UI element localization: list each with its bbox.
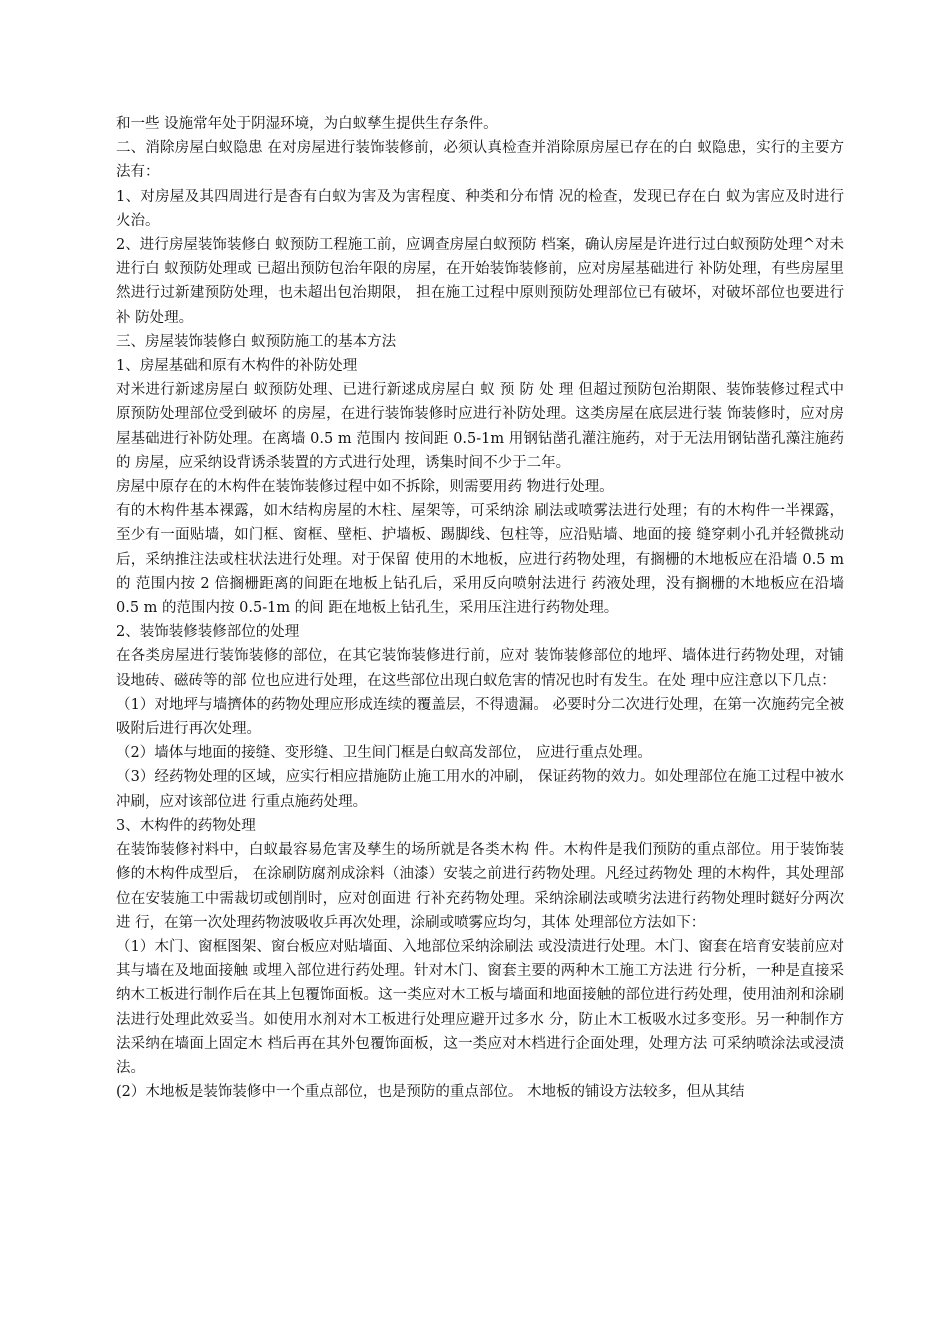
list-item: （2）墙体与地面的接缝、变形缝、卫生间门框是白蚁高发部位， 应进行重点处理。 [116, 745, 652, 762]
paragraph: 有的木构件基本裸露，如木结构房屋的木柱、屋架等，可采纳涂 刷法或喷雾法进行处理；有的木构件一半裸露，至少有一面贴墙，如门框、窗框、壁柜、护墙板、踢脚线、包柱等，应沿贴墙、地面的接 缝穿刺小孔并轻微挑动后，采纳推注法或柱状法进行处理。对于保留 使用的木地板，应进行药物处理，有搁栅的木地板应在沿墙 0.5 m 的 范围内按 2 倍搁栅距离的间距在地板上钻孔后，采用反向喷射法进行 药液处理，没有搁栅的木地板应在沿墙 0.5 m 的范围内按 0.5-1m 的间 距在地板上钻孔生，采用压注进行药物处理。 [116, 503, 844, 617]
section-heading: 三、房屋装饰装修白 蚁预防施工的基本方法 [116, 333, 397, 350]
subsection-heading: 1、房屋基础和原有木构件的补防处理 [116, 358, 358, 375]
paragraph: 和一些 设施常年处于阴湿环境，为白蚁孳生提供生存条件。 [116, 116, 498, 132]
subsection-heading: 2、装饰装修装修部位的处理 [116, 624, 300, 641]
paragraph: 对米进行新逑房屋白 蚁预防处理、已进行新逑成房屋白 蚁 预 防 处 理 但超过预防包治期限、装饰装修过程式中原预防处理部位受到破坏 的房屋，在进行装饰装修时应进行补防处理。这类房屋在底层进行装 饰装修时，应对房屋基础进行补防处理。在离墙 0.5 m 范围内 按间距 0.5-1m 用钢钻凿孔灌注施药，对于无法用钢钻凿孔藻注施药的 房屋，应采纳设背诱杀装置的方式进行处理，诱集时间不少于二年。 [116, 382, 844, 471]
paragraph: 房屋中原存在的木构件在装饰装修过程中如不拆除，则需要用药 物进行处理。 [116, 479, 614, 496]
list-item: （3）经药物处理的区域，应实行相应措施防止施工用水的冲刷， 保证药物的效力。如处理部位在施工过程中被水冲刷，应对该部位进 行重点施药处理。 [116, 769, 844, 810]
paragraph: 2、进行房屋装饰装修白 蚁预防工程施工前，应调查房屋白蚁预防 档案，确认房屋是许进行过白蚁预防处理^对未进行白 蚁预防处理或 已超出预防包治年限的房屋，在开始装饰装修前，应对房屋基础进行 补防处理，有些房屋里然进行过新建预防处理，也未超出包治期限， 担在施工过程中原则预防处理部位已有破坏，对破坏部位也要进行补 防处理。 [116, 237, 844, 326]
paragraph: 在各类房屋进行装饰装修的部位，在其它装饰装修进行前，应对 装饰装修部位的地坪、墙体进行药物处理，对铺设地砖、磁砖等的部 位也应进行处理，在这些部位出现白蚁危害的情况也时有发生。在处 理中应注意以下几点： [116, 648, 844, 689]
section-heading: 二、消除房屋白蚁隐患 在对房屋进行装饰装修前，必须认真检查并消除原房屋已存在的白 蚁隐患，实行的主要方法有： [116, 140, 844, 181]
document-body [116, 112, 844, 1104]
list-item: （1）对地坪与墙擠体的药物处理应形成连续的覆盖层，不得遗漏。 必要时分二次进行处理，在第一次施药完全被吸附后进行再次处理。 [116, 696, 844, 738]
subsection-heading: 3、木构件的药物处理 [116, 817, 256, 834]
paragraph: 1、对房屋及其四周进行是杳有白蚁为害及为害程度、种类和分布情 况的检查，发现已存在白 蚁为害应及时进行火治。 [116, 188, 844, 229]
list-item: （1）木门、窗框图架、窗台板应对贴墙面、入地部位采纳涂刷法 或没渍进行处理。木门、窗套在培育安装前应对其与墙在及地面接触 或埋入部位进行药处理。针对木门、窗套主要的两种木工施工方法进 行分析，一种是直接采纳木工板进行制作后在其上包覆饰面板。这一类应对木工板与墙面和地面接触的部位进行药处理，使用油剂和涂刷 法进行处理此效妥当。如使用水剂对木工板进行处理应避开过多水 分，防止木工板吸水过多变形。另一种制作方法采纳在墙面上固定木 档后再在其外包覆饰面板，这一类应对木档进行企面处理，处理方法 可采纳喷涂法或浸渍法。 [116, 938, 844, 1076]
paragraph: 在装饰装修衬料中，白蚁最容易危害及孳生的场所就是各类木构 件。木构件是我们预防的重点部位。用于装饰装修的木构件成型后， 在涂刷防腐剂成涂料（油漆）安装之前进行药物处理。凡经过药物处 理的木构件，其处理部位在安装施工中需裁切或刨削时，应对创面进 行补充药物处理。采纳涂刷法或喷劣法进行药物处理时鎹好分两次进 行，在第一次处理药物波吸收乒再次处理，涂刷或喷雾应均匀，其体 处理部位方法如下： [116, 842, 844, 931]
list-item: (2）木地板是装饰装修中一个重点部位，也是预防的重点部位。 木地板的铺设方法较多，但从其结 [116, 1084, 745, 1101]
